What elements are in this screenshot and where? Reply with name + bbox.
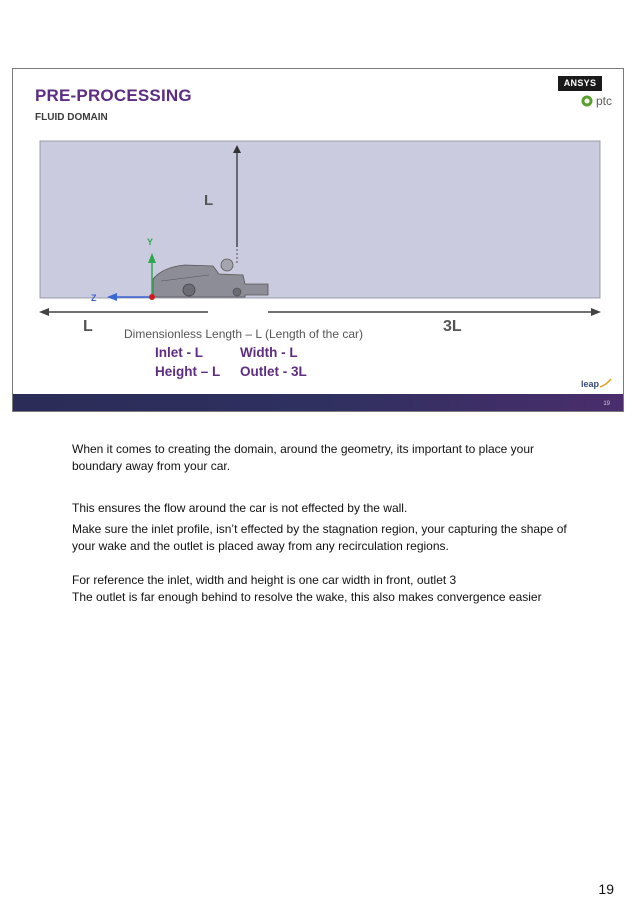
slide-title: PRE-PROCESSING — [35, 86, 192, 105]
outlet-length-label: 3L — [443, 318, 462, 335]
domain-box — [40, 141, 600, 298]
axis-z-label: Z — [91, 293, 97, 303]
origin-point — [149, 294, 155, 300]
leap-logo-text: leap — [580, 379, 599, 389]
param-width: Width - L — [240, 345, 298, 360]
slide-footer-band — [13, 394, 624, 411]
slide — [12, 68, 624, 412]
dimensionless-note: Dimensionless Length – L (Length of the car) — [124, 327, 364, 341]
param-inlet: Inlet - L — [155, 345, 203, 360]
axis-y-label: Y — [147, 237, 154, 247]
param-height: Height – L — [155, 364, 221, 379]
inlet-length-arrow-head — [39, 308, 49, 316]
slide-subtitle: FLUID DOMAIN — [35, 112, 108, 123]
inlet-length-label: L — [83, 318, 93, 335]
note-paragraph-3: Make sure the inlet profile, isn’t effected by the stagnation region, your capturing the shape of your wake and the outlet is placed away from any recirculation regions. — [72, 522, 567, 553]
leap-swoosh-icon — [599, 377, 613, 389]
slide-number: 19 — [603, 401, 610, 407]
height-length-label: L — [204, 192, 214, 209]
page-number: 19 — [598, 881, 614, 897]
note-paragraph-5: The outlet is far enough behind to resolve the wake, this also makes convergence easier — [72, 590, 542, 604]
ansys-logo: ANSYS — [558, 76, 602, 91]
note-paragraph-4: For reference the inlet, width and height is one car width in front, outlet 3 — [72, 573, 457, 587]
ptc-text: ptc — [595, 94, 612, 108]
outlet-length-arrow-head — [591, 308, 601, 316]
param-outlet: Outlet - 3L — [240, 364, 307, 379]
note-paragraph-2: This ensures the flow around the car is not effected by the wall. — [72, 501, 408, 515]
note-paragraph-1: When it comes to creating the domain, around the geometry, its important to place your boundary away from your car. — [72, 442, 535, 473]
fluid-domain-diagram — [13, 69, 624, 412]
leap-logo — [581, 377, 613, 389]
